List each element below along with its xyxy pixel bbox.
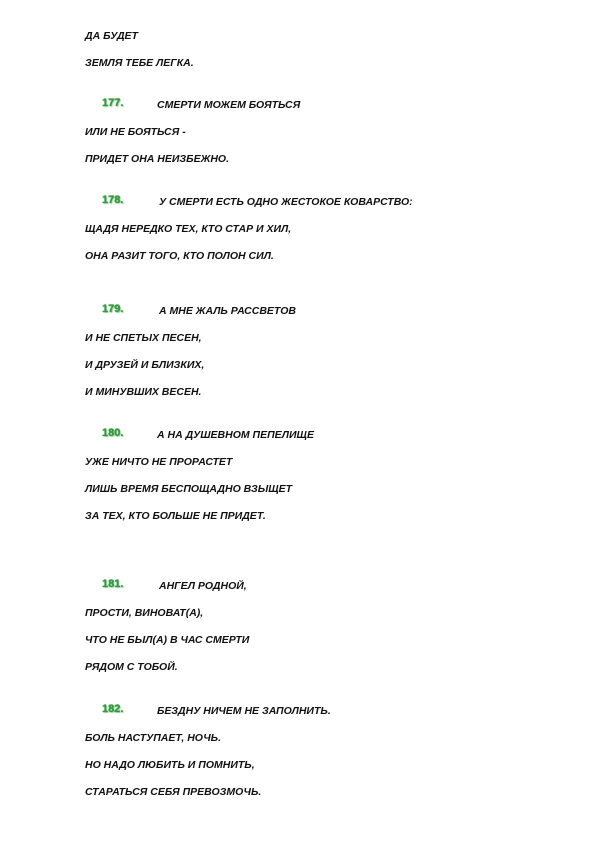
text-line: НО НАДО ЛЮБИТЬ И ПОМНИТЬ, xyxy=(85,759,255,771)
text-line: И НЕ СПЕТЫХ ПЕСЕН, xyxy=(85,332,202,344)
text-line: РЯДОМ С ТОБОЙ. xyxy=(85,661,178,673)
verse-number: 177. xyxy=(102,97,124,109)
verse-number: 182. xyxy=(102,703,124,715)
verse-title: А НА ДУШЕВНОМ ПЕПЕЛИЩЕ xyxy=(157,429,314,441)
text-line: ЛИШЬ ВРЕМЯ БЕСПОЩАДНО ВЗЫЩЕТ xyxy=(85,483,293,495)
text-line: ЗЕМЛЯ ТЕБЕ ЛЕГКА. xyxy=(85,57,194,69)
text-line: СТАРАТЬСЯ СЕБЯ ПРЕВОЗМОЧЬ. xyxy=(85,786,262,798)
verse-title: БЕЗДНУ НИЧЕМ НЕ ЗАПОЛНИТЬ. xyxy=(157,705,331,717)
text-line: УЖЕ НИЧТО НЕ ПРОРАСТЕТ xyxy=(85,456,233,468)
text-line: ЩАДЯ НЕРЕДКО ТЕХ, КТО СТАР И ХИЛ, xyxy=(85,223,292,235)
text-line: И ДРУЗЕЙ И БЛИЗКИХ, xyxy=(85,359,205,371)
text-line: ИЛИ НЕ БОЯТЬСЯ - xyxy=(85,126,186,138)
text-line: ЗА ТЕХ, КТО БОЛЬШЕ НЕ ПРИДЕТ. xyxy=(85,510,266,522)
text-line: ДА БУДЕТ xyxy=(85,30,138,42)
text-line: И МИНУВШИХ ВЕСЕН. xyxy=(85,386,202,398)
text-line: ЧТО НЕ БЫЛ(А) В ЧАС СМЕРТИ xyxy=(85,634,250,646)
verse-title: У СМЕРТИ ЕСТЬ ОДНО ЖЕСТОКОЕ КОВАРСТВО: xyxy=(159,196,413,208)
verse-number: 178. xyxy=(102,194,124,206)
verse-title: АНГЕЛ РОДНОЙ, xyxy=(159,580,247,592)
text-line: БОЛЬ НАСТУПАЕТ, НОЧЬ. xyxy=(85,732,222,744)
verse-number: 179. xyxy=(102,303,124,315)
verse-number: 180. xyxy=(102,427,124,439)
text-line: ПРИДЕТ ОНА НЕИЗБЕЖНО. xyxy=(85,153,230,165)
text-line: ОНА РАЗИТ ТОГО, КТО ПОЛОН СИЛ. xyxy=(85,250,274,262)
verse-title: СМЕРТИ МОЖЕМ БОЯТЬСЯ xyxy=(157,99,301,111)
text-line: ПРОСТИ, ВИНОВАТ(А), xyxy=(85,607,204,619)
verse-number: 181. xyxy=(102,578,124,590)
verse-title: А МНЕ ЖАЛЬ РАССВЕТОВ xyxy=(159,305,296,317)
